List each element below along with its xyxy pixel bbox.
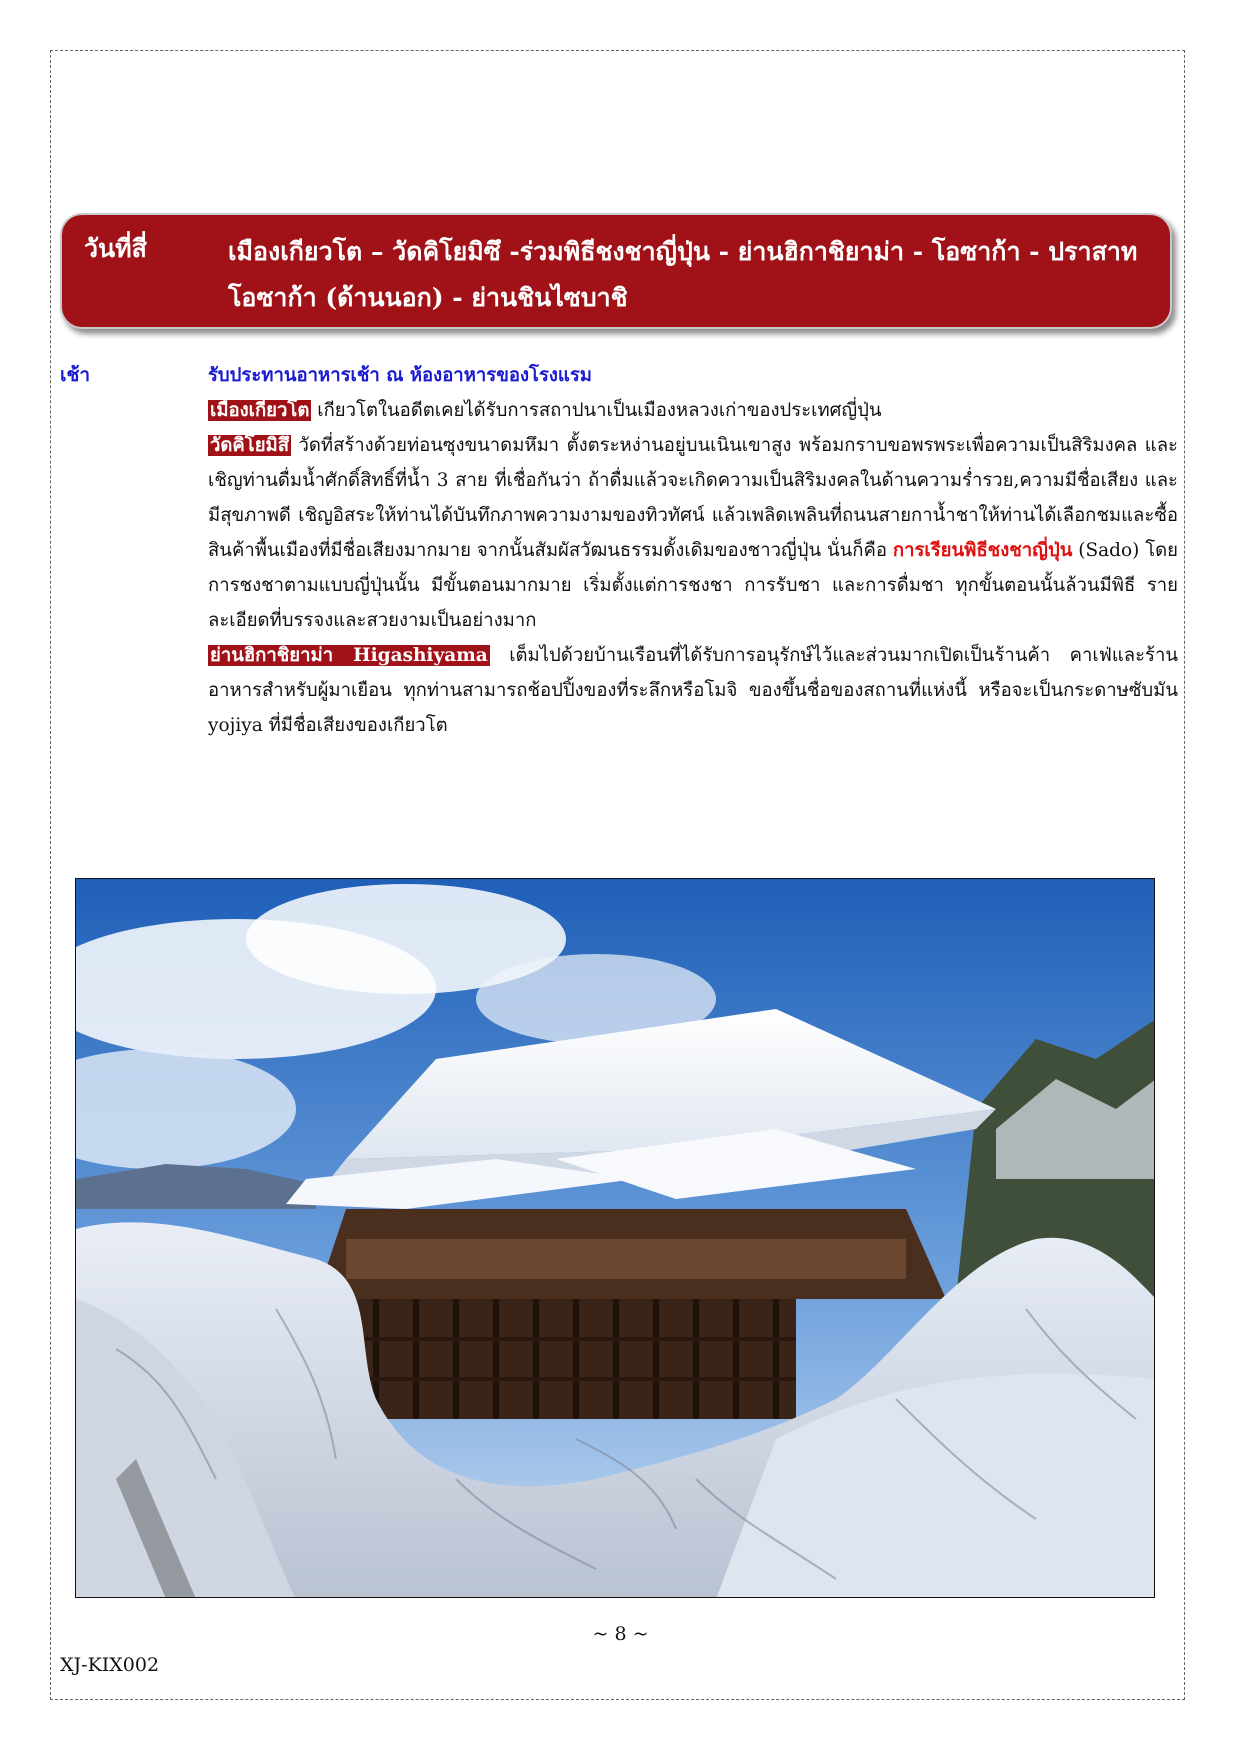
- itinerary-content: [208, 358, 1178, 743]
- kyoto-text: เกียวโตในอดีตเคยได้รับการสถาปนาเป็นเมืองหลวงเก่าของประเทศญี่ปุ่น: [311, 400, 882, 421]
- higashiyama-highlight: ย่านฮิกาชิยาม่า Higashiyama: [210, 645, 488, 666]
- temple-paragraph: [208, 428, 1178, 638]
- day-banner: [60, 213, 1172, 329]
- day-label: วันที่สี่: [84, 234, 147, 263]
- page-number: ~ 8 ~: [592, 1623, 649, 1645]
- document-code: XJ-KIX002: [60, 1654, 160, 1676]
- day-title: เมืองเกียวโต – วัดคิโยมิซึ -ร่วมพิธีชงชาญี่ปุ่น - ย่านฮิกาชิยาม่า - โอซาก้า - ปราสาทโอซาก้า (ด้านนอก) - ย่านชินไซบาชิ: [228, 237, 1138, 312]
- morning-label: เช้า: [60, 364, 91, 386]
- tea-ceremony-text: (Sado) โดยการชงชาตามแบบญี่ปุ่นนั้น มีขั้นตอนมากมาย เริ่มตั้งแต่การชงชา การรับชา และการดื่มชา ทุกขั้นตอนนั้นล้วนมีพิธี รายละเอียดที่บรรจงและสวยงามเป็นอย่างมาก: [208, 540, 1179, 631]
- kyoto-highlight: เมืองเกียวโต: [210, 400, 310, 421]
- higashiyama-paragraph: [208, 638, 1178, 743]
- temple-highlight: วัดคิโยมิสึ: [210, 435, 290, 456]
- tea-ceremony-highlight: การเรียนพิธีชงชาญี่ปุ่น: [892, 540, 1073, 561]
- higashiyama-text: เต็มไปด้วยบ้านเรือนที่ได้รับการอนุรักษ์ไว้และส่วนมากเปิดเป็นร้านค้า คาเฟ่และร้านอาหารสำหรับผู้มาเยือน ทุกท่านสามารถช้อปปิ้งของที่ระลึกหรือโมจิ ของขึ้นชื่อของสถานที่แห่งนี้ หรือจะเป็นกระดาษซับมัน yojiya ที่มีชื่อเสียงของเกียวโต: [208, 645, 1178, 736]
- breakfast-line: รับประทานอาหารเช้า ณ ห้องอาหารของโรงแรม: [208, 365, 592, 386]
- kiyomizu-temple-photo: [75, 878, 1155, 1598]
- temple-text: วัดที่สร้างด้วยท่อนซุงขนาดมหึมา ตั้งตระหง่านอยู่บนเนินเขาสูง พร้อมกราบขอพรพระเพื่อความเป็นสิริมงคล และเชิญท่านดื่มน้ำศักดิ์สิทธิ์ที่น้ำ 3 สาย ที่เชื่อกันว่า ถ้าดื่มแล้วจะเกิดความเป็นสิริมงคลในด้านความร่ำรวย,ความมีชื่อเสียง และ มีสุขภาพดี เชิญอิสระให้ท่านได้บันทึกภาพความงามของทิวทัศน์ แล้วเพลิดเพลินที่ถนนสายกาน้ำชาให้ท่านได้เลือกชมและซื้อสินค้าพื้นเมืองที่มีชื่อเสียงมากมาย จากนั้นสัมผัสวัฒนธรรมดั้งเดิมของชาวญี่ปุ่น นั่นก็คือ: [208, 435, 1178, 561]
- kyoto-paragraph: [208, 393, 1178, 428]
